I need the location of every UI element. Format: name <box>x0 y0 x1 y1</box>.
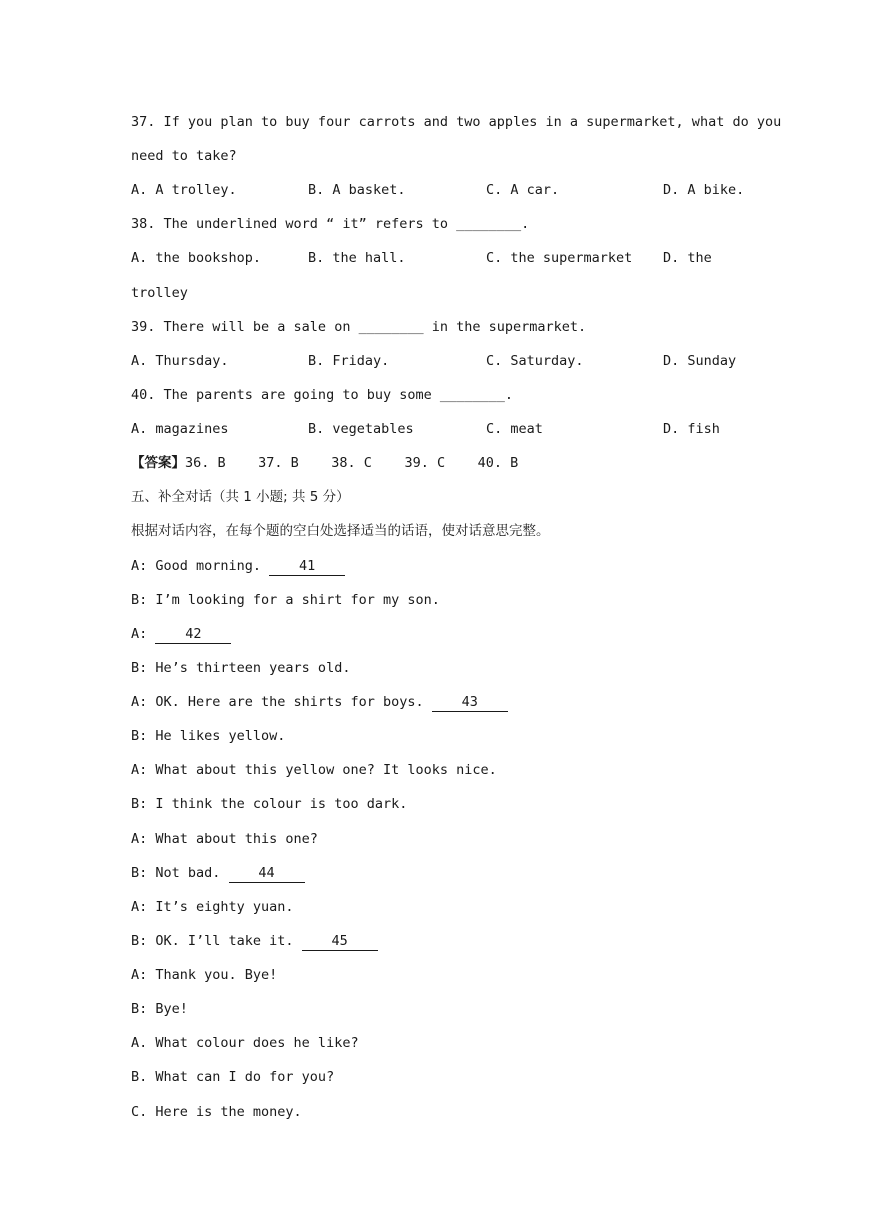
dialogue-line-14: B: Bye! <box>131 1001 188 1017</box>
q37-stem-line1: 37. If you plan to buy four carrots and two apples in a supermarket, what do you <box>131 114 782 130</box>
q38-option-b: B. the hall. <box>308 250 406 266</box>
q39-stem: 39. There will be a sale on ________ in the supermarket. <box>131 319 587 335</box>
section-instruction: 根据对话内容，在每个题的空白处选择适当的话语，使对话意思完整。 <box>131 523 550 539</box>
q40-option-d: D. fish <box>663 421 720 437</box>
q40-stem: 40. The parents are going to buy some ________. <box>131 387 514 403</box>
q38-option-d: D. the <box>663 250 712 266</box>
blank-41: 41 <box>269 557 345 576</box>
q39-option-b: B. Friday. <box>308 353 390 369</box>
q37-option-c: C. A car. <box>486 182 560 198</box>
blank-45: 45 <box>302 932 378 951</box>
q37-option-a: A. A trolley. <box>131 182 237 198</box>
choice-a: A. What colour does he like? <box>131 1035 359 1051</box>
dialogue-line-12 <box>131 930 378 952</box>
dialogue-line-13: A: Thank you. Bye! <box>131 967 278 983</box>
q39-option-d: D. Sunday <box>663 353 737 369</box>
q37-options <box>131 179 751 201</box>
q38-option-d-wrap: trolley <box>131 285 188 301</box>
q37-stem-line2: need to take? <box>131 148 237 164</box>
choice-c: C. Here is the money. <box>131 1104 302 1120</box>
dialogue-text: B: Not bad. <box>131 865 229 881</box>
dialogue-line-8: B: I think the colour is too dark. <box>131 796 408 812</box>
dialogue-text: B: OK. I’ll take it. <box>131 933 302 949</box>
q40-option-c: C. meat <box>486 421 543 437</box>
answer-key <box>131 452 518 474</box>
blank-42: 42 <box>155 625 231 644</box>
q38-option-a: A. the bookshop. <box>131 250 262 266</box>
q38-options <box>131 247 751 269</box>
section-title: 五、补全对话（共 1 小题; 共 5 分） <box>131 489 350 505</box>
q39-options <box>131 350 751 372</box>
blank-44: 44 <box>229 864 305 883</box>
q37-option-d: D. A bike. <box>663 182 745 198</box>
answer-label: 【答案】 <box>131 455 185 471</box>
q38-stem: 38. The underlined word “ it” refers to ________. <box>131 216 530 232</box>
dialogue-line-4: B: He’s thirteen years old. <box>131 660 351 676</box>
dialogue-line-11: A: It’s eighty yuan. <box>131 899 294 915</box>
dialogue-line-2: B: I’m looking for a shirt for my son. <box>131 592 440 608</box>
q37-option-b: B. A basket. <box>308 182 406 198</box>
blank-43: 43 <box>432 693 508 712</box>
q40-options <box>131 418 751 440</box>
choice-b: B. What can I do for you? <box>131 1069 335 1085</box>
dialogue-line-7: A: What about this yellow one? It looks nice. <box>131 762 497 778</box>
dialogue-line-1 <box>131 555 345 577</box>
q40-option-a: A. magazines <box>131 421 229 437</box>
q39-option-a: A. Thursday. <box>131 353 229 369</box>
dialogue-line-5 <box>131 691 508 713</box>
q40-option-b: B. vegetables <box>308 421 414 437</box>
q39-option-c: C. Saturday. <box>486 353 584 369</box>
dialogue-line-10 <box>131 862 305 884</box>
dialogue-line-6: B: He likes yellow. <box>131 728 286 744</box>
dialogue-line-3 <box>131 623 231 645</box>
dialogue-text: A: OK. Here are the shirts for boys. <box>131 694 432 710</box>
dialogue-text: A: Good morning. <box>131 558 270 574</box>
answer-text: 36. B 37. B 38. C 39. C 40. B <box>185 455 519 471</box>
q38-option-c: C. the supermarket <box>486 250 633 266</box>
dialogue-line-9: A: What about this one? <box>131 831 318 847</box>
dialogue-text: A: <box>131 626 156 642</box>
